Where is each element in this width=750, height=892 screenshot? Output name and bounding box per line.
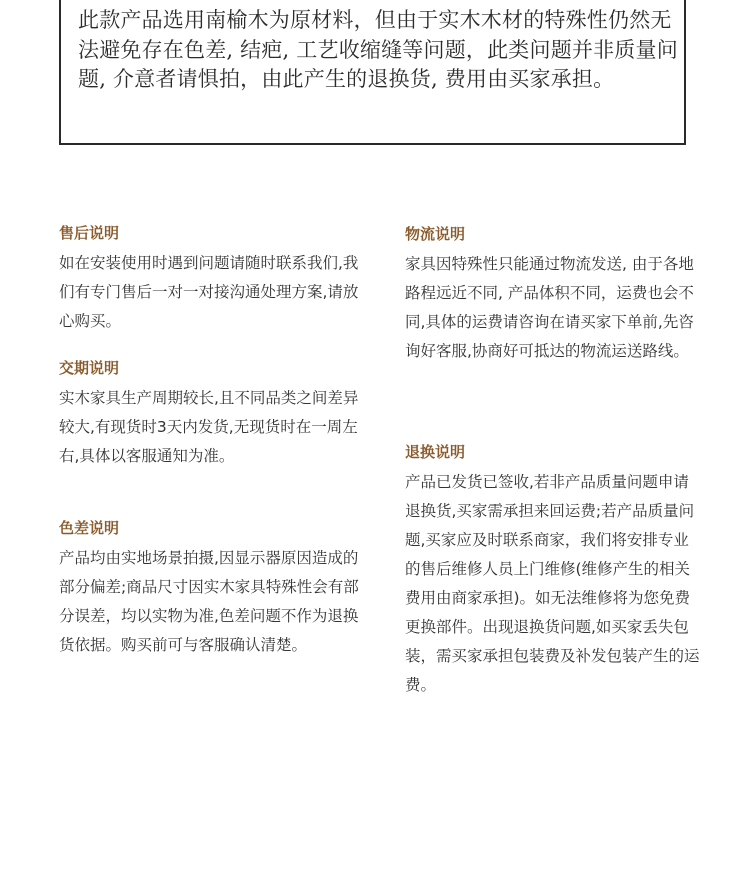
delivery-section: [59, 358, 359, 471]
delivery-body: 实木家具生产周期较长,且不同品类之间差异较大,有现货时3天内发货,无现货时在一周左右,具体以客服通知为准。: [59, 389, 359, 465]
delivery-title: 交期说明: [59, 359, 120, 377]
color-difference-title: 色差说明: [59, 519, 120, 537]
color-difference-body: 产品均由实地场景拍摄,因显示器原因造成的部分偏差;商品尺寸因实木家具特殊性会有部分误差，均以实物为准,色差问题不作为退换货依据。购买前可与客服确认清楚。: [59, 549, 359, 654]
return-section: [405, 442, 700, 700]
logistics-title: 物流说明: [405, 225, 466, 243]
return-body: 产品已发货已签收,若非产品质量问题申请退换货,买家需承担来回运费;若产品质量问题,买家应及时联系商家，我们将安排专业的售后维修人员上门维修(维修产生的相关费用由商家承担)。如无法维修将为您免费更换部件。出现退换货问题,如买家丢失包装，需买家承担包装费及补发包装产生的运费。: [405, 473, 700, 694]
logistics-section: [405, 224, 700, 366]
color-difference-section: [59, 518, 359, 660]
aftersales-body: 如在安装使用时遇到问题请随时联系我们,我们有专门售后一对一对接沟通处理方案,请放心购买。: [59, 254, 359, 330]
aftersales-title: 售后说明: [59, 224, 120, 242]
aftersales-section: [59, 223, 359, 336]
logistics-body: 家具因特殊性只能通过物流发送, 由于各地路程远近不同, 产品体积不同，运费也会不同,具体的运费请咨询在请买家下单前,先咨询好客服,协商好可抵达的物流运送路线。: [405, 255, 694, 360]
notice-text: 此款产品选用南榆木为原材料，但由于实木木材的特殊性仍然无法避免存在色差, 结疤, 工艺收缩缝等问题，此类问题并非质量问题, 介意者请惧拍，由此产生的退换货, 费用由买家承担。: [78, 8, 678, 91]
return-title: 退换说明: [405, 443, 466, 461]
